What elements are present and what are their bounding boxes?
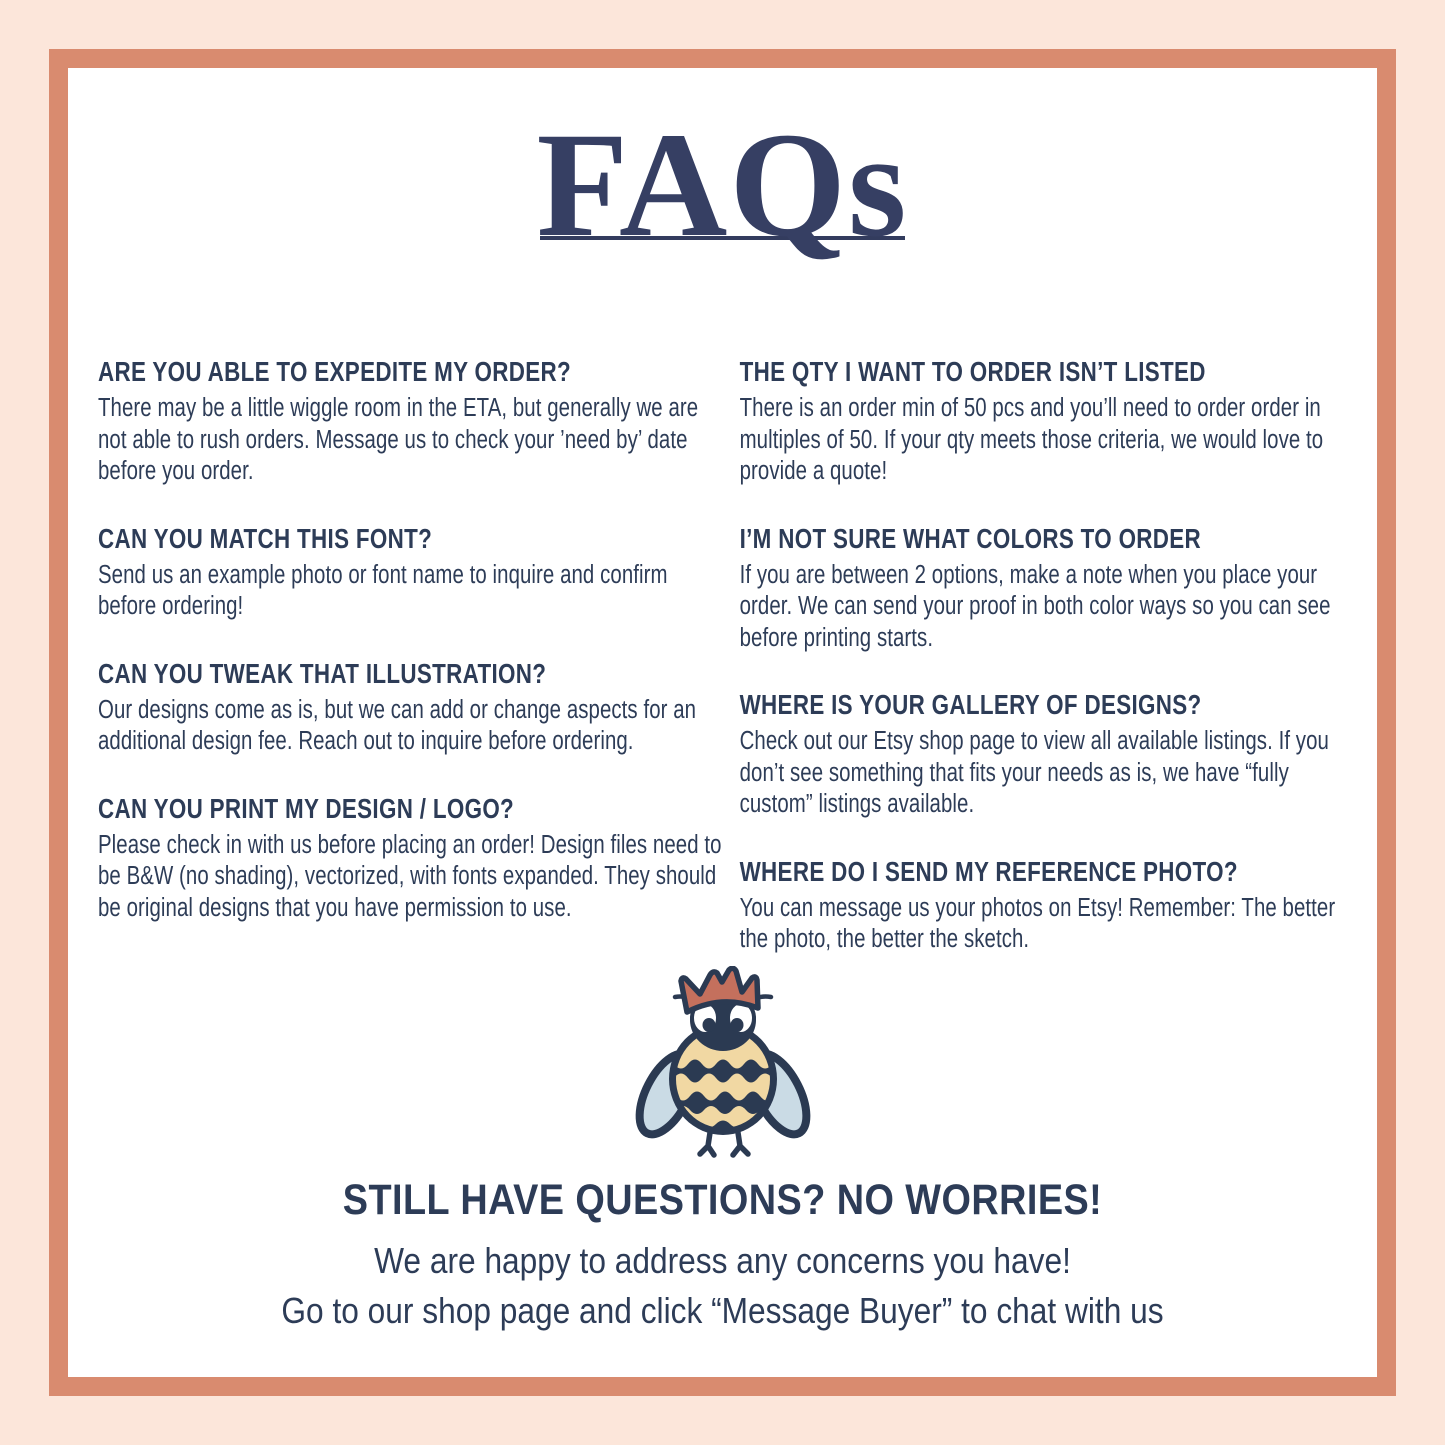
faq-item (740, 522, 1354, 655)
faq-item (98, 522, 730, 623)
faq-question: I’M NOT SURE WHAT COLORS TO ORDER (739, 522, 1202, 554)
faq-answer: There is an order min of 50 pcs and you’ll need to order order in multiples of 50. If your qty meets those criteria, we would love to provide a quote! (739, 394, 1324, 485)
footer-line-2: Go to our shop page and click “Message Buyer” to chat with us (281, 1290, 1164, 1331)
faq-item (98, 355, 730, 488)
queen-bee-icon (623, 966, 823, 1162)
faq-item (740, 688, 1354, 821)
faq-question: WHERE DO I SEND MY REFERENCE PHOTO? (739, 855, 1238, 887)
faq-question: WHERE IS YOUR GALLERY OF DESIGNS? (739, 689, 1202, 720)
faq-answer: Check out our Etsy shop page to view all available listings. If you don’t see something that fits your needs as is, we have “fully custom” listings available. (739, 727, 1329, 818)
footer-line-1: We are happy to address any concerns you have! (374, 1240, 1071, 1281)
faq-item (98, 792, 730, 925)
faq-item (740, 355, 1354, 488)
faq-question: CAN YOU TWEAK THAT ILLUSTRATION? (98, 657, 547, 689)
footer-heading: STILL HAVE QUESTIONS? NO WORRIES! (342, 1176, 1103, 1224)
faq-question: CAN YOU PRINT MY DESIGN / LOGO? (98, 792, 515, 824)
footer-block (147, 1174, 1299, 1336)
faq-answer: There may be a little wiggle room in the ETA, but generally we are not able to rush orders. Message us to check your ’need by’ date before you order. (98, 394, 699, 485)
faq-answer: If you are between 2 options, make a note when you place your order. We can send your proof in both color ways so you can see before printing starts. (739, 560, 1331, 652)
faq-question: THE QTY I WANT TO ORDER ISN’T LISTED (739, 356, 1206, 387)
faq-answer: Our designs come as is, but we can add or change aspects for an additional design fee. Reach out to inquire before ordering. (98, 695, 697, 755)
faq-item (98, 657, 730, 758)
faq-question: CAN YOU MATCH THIS FONT? (98, 522, 433, 554)
faq-column-right (740, 355, 1354, 990)
faq-answer: Send us an example photo or font name to inquire and confirm before ordering! (98, 560, 668, 620)
faq-question: ARE YOU ABLE TO EXPEDITE MY ORDER? (98, 356, 572, 387)
faq-item (740, 855, 1354, 956)
faq-column-left (98, 355, 730, 990)
faq-answer: You can message us your photos on Etsy! Remember: The better the photo, the better the sketch. (739, 893, 1336, 953)
title-block (68, 68, 1377, 268)
page-title: FAQs (536, 102, 909, 268)
content-frame (49, 49, 1396, 1396)
faq-answer: Please check in with us before placing an order! Design files need to be B&W (no shading), vectorized, with fonts expanded. They should be original designs that you have permission to use. (98, 830, 722, 922)
faq-columns (98, 355, 1354, 990)
